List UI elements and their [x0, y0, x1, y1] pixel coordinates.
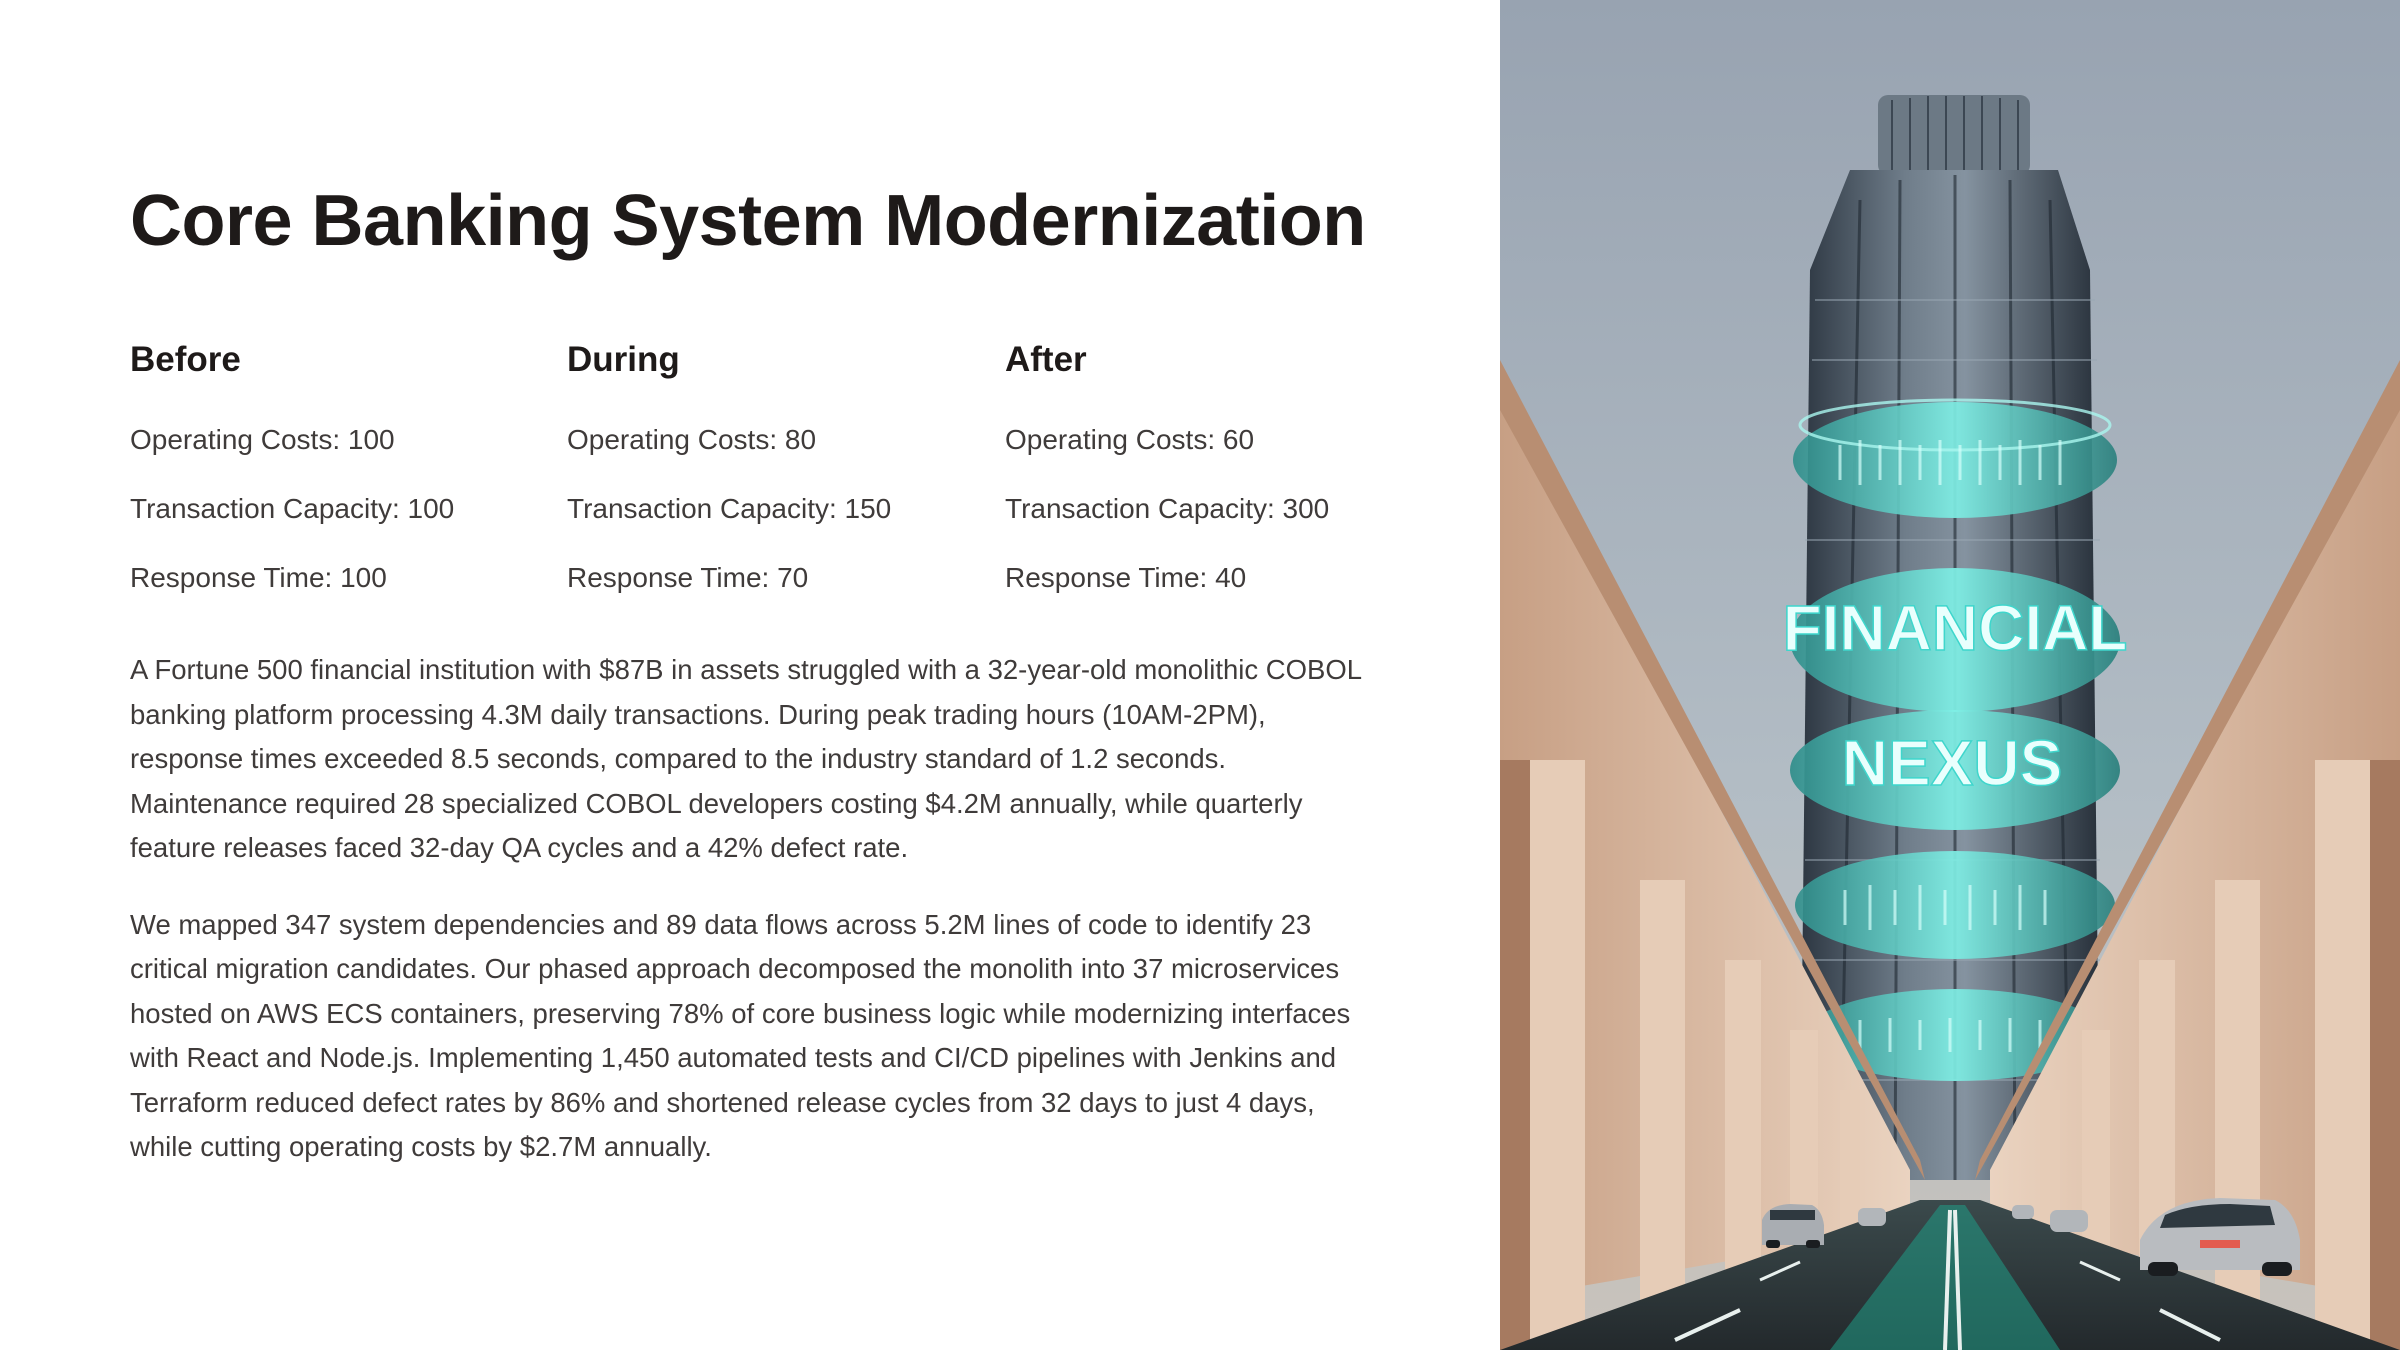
column-heading-before: Before: [130, 340, 241, 379]
column-before: [130, 335, 560, 622]
slide-title: Core Banking System Modernization: [130, 181, 1366, 261]
column-during: [567, 335, 997, 622]
column-heading-during: During: [567, 340, 680, 379]
metric-operating-costs: Operating Costs: 60: [1005, 424, 1255, 455]
paragraph-challenge: A Fortune 500 financial institution with $87B in assets struggled with a 32-year-old monolithic COBOL banking platform processing 4.3M daily transactions. During peak trading hours (10AM-2PM), response times exceeded 8.5 seconds, compared to the industry standard of 1.2 seconds. Maintenance required 28 specialized COBOL developers costing $4.2M annually, while quarterly feature releases faced 32-day QA cycles and a 42% defect rate.: [130, 654, 1362, 863]
sign-word-nexus: NEXUS: [1841, 727, 2063, 799]
car-far-left: [1858, 1208, 1886, 1226]
metric-response-time: Response Time: 40: [1005, 562, 1247, 593]
body-text: [130, 648, 1380, 1202]
column-heading-after: After: [1005, 340, 1087, 379]
futuristic-tower-illustration: [1500, 0, 2400, 1350]
metric-response-time: Response Time: 100: [130, 562, 387, 593]
metric-response-time: Response Time: 70: [567, 562, 809, 593]
metric-transaction-capacity: Transaction Capacity: 300: [1005, 493, 1330, 524]
column-after: [1005, 335, 1435, 622]
car-left: [1762, 1204, 1824, 1248]
hero-image: [1500, 0, 2400, 1350]
comparison-columns: [130, 335, 1410, 595]
paragraph-approach: We mapped 347 system dependencies and 89 data flows across 5.2M lines of code to identify 23 critical migration candidates. Our phased approach decomposed the monolith into 37 microservices hosted on AWS ECS containers, preserving 78% of core business logic while modernizing interfaces with React and Node.js. Implementing 1,450 automated tests and CI/CD pipelines with Jenkins and Terraform reduced defect rates by 86% and shortened release cycles from 32 days to just 4 days, while cutting operating costs by $2.7M annually.: [130, 908, 1351, 1162]
metric-operating-costs: Operating Costs: 80: [567, 424, 817, 455]
metric-transaction-capacity: Transaction Capacity: 150: [567, 493, 892, 524]
sign-word-financial: FINANCIAL: [1782, 592, 2128, 664]
metric-transaction-capacity: Transaction Capacity: 100: [130, 493, 455, 524]
metric-operating-costs: Operating Costs: 100: [130, 424, 395, 455]
